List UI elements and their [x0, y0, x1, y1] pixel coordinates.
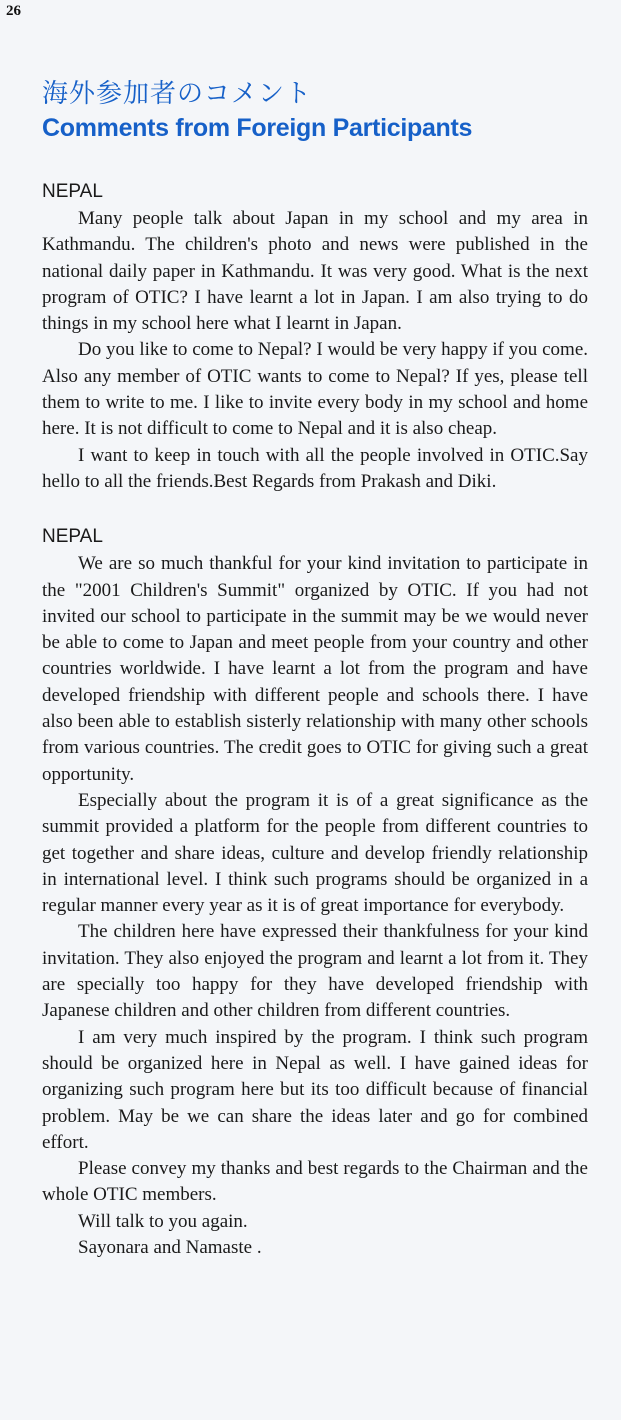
- article-body: [42, 178, 588, 1261]
- paragraph: The children here have expressed their thankfulness for your kind invitation. They also enjoyed the program and learnt a lot from it. They are specially too happy for they have developed friendship with Japanese children and other children from different countries.: [42, 921, 588, 1022]
- comment-section-1: [42, 178, 588, 495]
- paragraph: Please convey my thanks and best regards to the Chairman and the whole OTIC members.: [42, 1158, 588, 1206]
- paragraph: I want to keep in touch with all the people involved in OTIC.Say hello to all the friends.Best Regards from Prakash and Diki.: [42, 444, 588, 492]
- paragraph: Many people talk about Japan in my school and my area in Kathmandu. The children's photo and news were published in the national daily paper in Kathmandu. It was very good. What is the next program of OTIC? I have learnt a lot in Japan. I am also trying to do things in my school here what I learnt in Japan.: [42, 208, 588, 335]
- closing-line: Sayonara and Namaste .: [78, 1236, 262, 1258]
- country-heading: NEPAL: [42, 181, 103, 202]
- paragraph: Do you like to come to Nepal? I would be very happy if you come. Also any member of OTIC wants to come to Nepal? If yes, please tell them to write to me. I like to invite every body in my school and home here. It is not difficult to come to Nepal and it is also cheap.: [42, 339, 588, 440]
- closing-line: Will talk to you again.: [78, 1210, 248, 1232]
- article-header: [42, 78, 472, 144]
- comment-section-2: [42, 523, 588, 1261]
- paragraph: We are so much thankful for your kind invitation to participate in the "2001 Children's Summit" organized by OTIC. If you had not invited our school to participate in the summit may be we would never be able to come to Japan and meet people from your country and other countries worldwide. I have learnt a lot from the program and have developed friendship with different people and schools there. I have also been able to establish sisterly relationship with many other schools from various countries. The credit goes to OTIC for giving such a great opportunity.: [42, 553, 588, 785]
- country-heading: NEPAL: [42, 526, 103, 548]
- paragraph: I am very much inspired by the program. I think such program should be organized here in Nepal as well. I have gained ideas for organizing such program here but its too difficult because of financial problem. May be we can share the ideas later and go for combined effort.: [42, 1026, 588, 1153]
- page-number: 26: [6, 3, 21, 19]
- title-english: Comments from Foreign Participants: [42, 114, 473, 142]
- paragraph: Especially about the program it is of a great significance as the summit provided a platform for the people from different countries to get together and share ideas, culture and develop friendly relationship in international level. I think such programs should be organized in a regular manner every year as it is of great importance for everybody.: [42, 789, 588, 917]
- title-japanese: 海外参加者のコメント: [42, 79, 313, 109]
